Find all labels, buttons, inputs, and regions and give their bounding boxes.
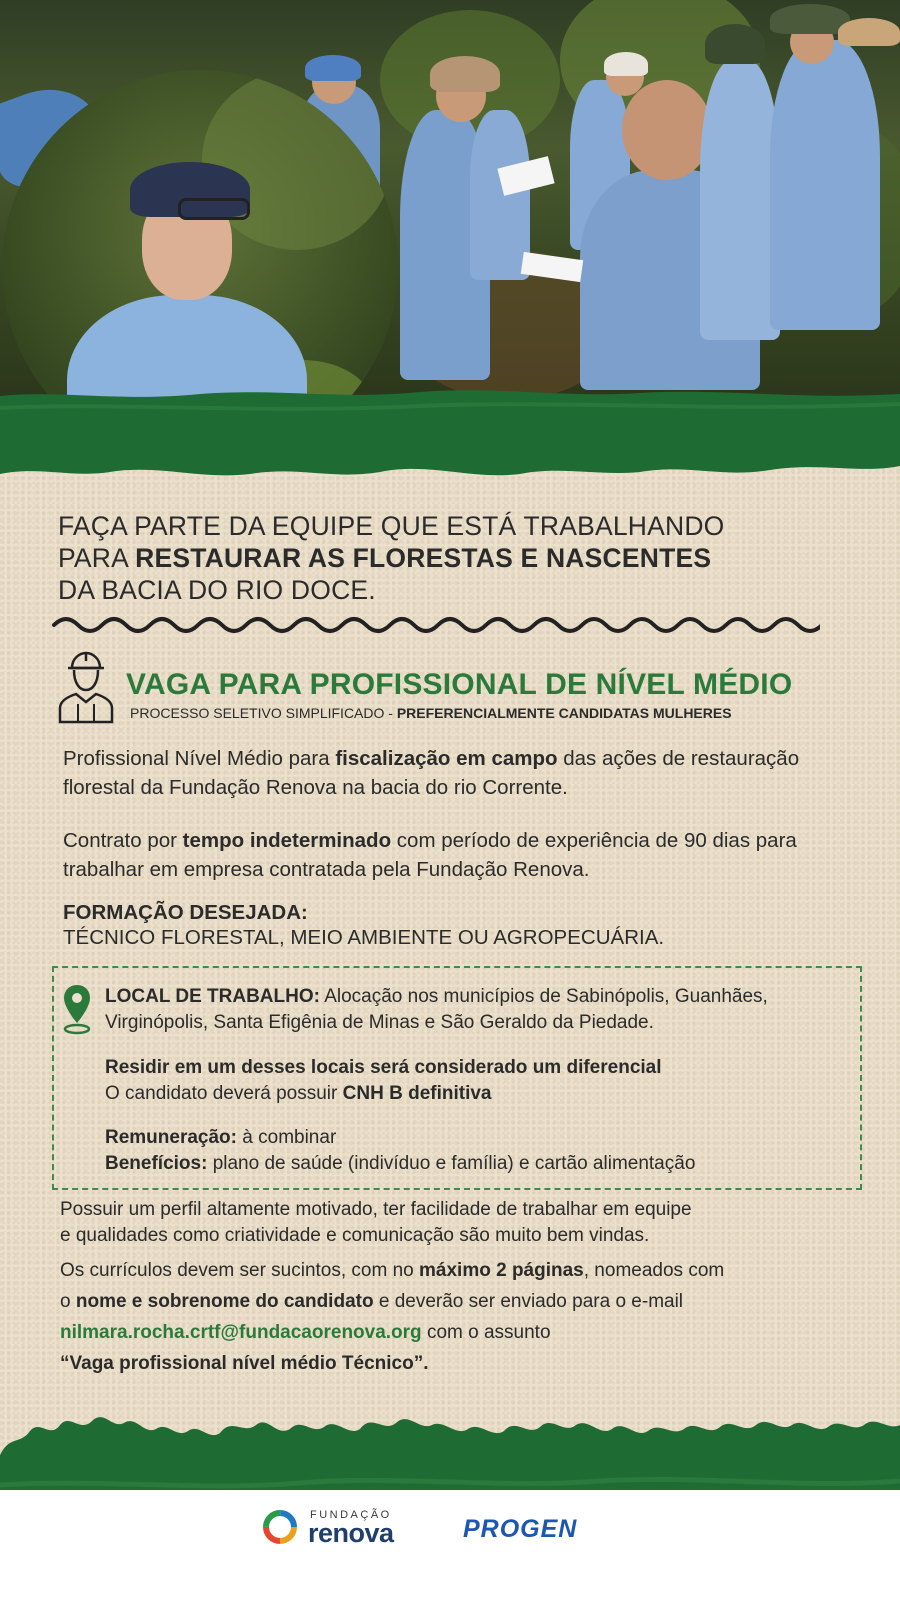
wavy-divider xyxy=(52,610,820,640)
description-paragraph-1: Profissional Nível Médio para fiscalização em campo das ações de restauração florestal da Fundação Renova na bacia do rio Corrente. xyxy=(63,747,800,799)
location-pin-icon xyxy=(62,983,92,1035)
cnh-requirement: O candidato deverá possuir CNH B definitiva xyxy=(105,1083,492,1104)
fundacao-renova-logo xyxy=(262,1507,412,1551)
closing-line-6 xyxy=(60,1348,860,1379)
headline xyxy=(58,510,858,606)
closing-line-1: Possuir um perfil altamente motivado, ter facilidade de trabalhar em equipe xyxy=(60,1199,692,1220)
headline-line-2: PARA RESTAURAR AS FLORESTAS E NASCENTES xyxy=(58,543,712,573)
compensation xyxy=(105,1125,855,1177)
description-paragraph-2: Contrato por tempo indeterminado com período de experiência de 90 dias para trabalhar em empresa contratada pela Fundação Renova. xyxy=(63,829,797,881)
field-team-photo xyxy=(0,0,900,420)
closing-line-3: Os currículos devem ser sucintos, com no máximo 2 páginas, nomeados com xyxy=(60,1260,725,1281)
closing-line-5: nilmara.rocha.crtf@fundacaorenova.org com o assunto xyxy=(60,1322,551,1343)
email-link[interactable]: nilmara.rocha.crtf@fundacaorenova.org xyxy=(60,1322,422,1343)
formation-value: TÉCNICO FLORESTAL, MEIO AMBIENTE OU AGROPECUÁRIA. xyxy=(63,926,665,949)
renova-ring-icon xyxy=(262,1509,298,1545)
work-location: LOCAL DE TRABALHO: Alocação nos municípios de Sabinópolis, Guanhães, Virginópolis, Santa Efigênia de Minas e São Geraldo da Piedade. xyxy=(105,986,768,1033)
footer xyxy=(0,1490,900,1600)
closing-text xyxy=(60,1197,860,1379)
benefits-line: Benefícios: plano de saúde (indivíduo e família) e cartão alimentação xyxy=(105,1153,696,1174)
headline-line-1: FAÇA PARTE DA EQUIPE QUE ESTÁ TRABALHANDO xyxy=(58,511,725,541)
closing-line-2: e qualidades como criatividade e comunicação são muito bem vindas. xyxy=(60,1225,650,1246)
renova-logo-text: renova xyxy=(308,1518,394,1548)
green-brush-band xyxy=(0,388,900,478)
requirements xyxy=(105,1055,855,1107)
formation-label: FORMAÇÃO DESEJADA: xyxy=(63,901,308,924)
renova-logo-small-text: FUNDAÇÃO xyxy=(310,1509,392,1521)
formation-block xyxy=(63,900,863,950)
forest-silhouette xyxy=(0,1395,900,1505)
worker-icon xyxy=(56,650,116,724)
vacancy-subtitle: PROCESSO SELETIVO SIMPLIFICADO - PREFERENCIALMENTE CANDIDATAS MULHERES xyxy=(130,705,732,721)
headline-line-3: DA BACIA DO RIO DOCE. xyxy=(58,575,376,605)
residence-note: Residir em um desses locais será considerado um diferencial xyxy=(105,1057,662,1078)
pay-line: Remuneração: à combinar xyxy=(105,1127,337,1148)
vacancy-title: VAGA PARA PROFISSIONAL DE NÍVEL MÉDIO xyxy=(126,668,793,701)
email-subject: “Vaga profissional nível médio Técnico”. xyxy=(60,1353,429,1374)
progen-logo: PROGEN xyxy=(463,1515,578,1543)
closing-line-4: o nome e sobrenome do candidato e deverão ser enviado para o e-mail xyxy=(60,1291,684,1312)
